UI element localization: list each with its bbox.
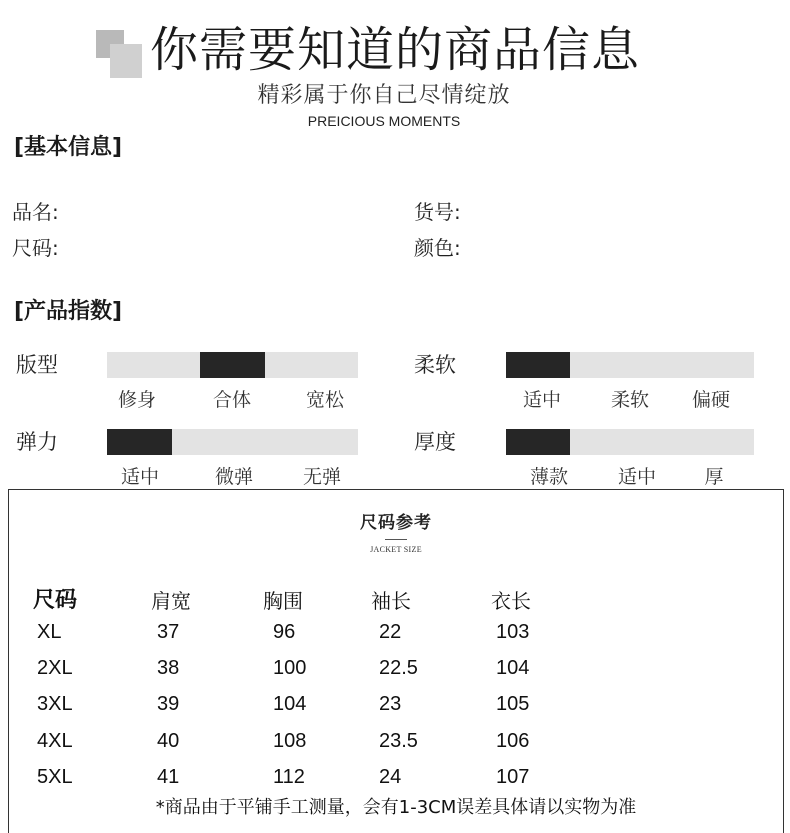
index-tick-thickness-1: 薄款: [529, 466, 569, 488]
index-tick-thickness-2: 适中: [617, 466, 657, 488]
size-table-cell: 38: [157, 657, 180, 679]
size-chart-title: 尺码参考: [360, 513, 432, 533]
index-tick-thickness-3: 厚: [704, 466, 724, 488]
size-table-cell: 40: [157, 730, 180, 752]
size-table-cell: 39: [157, 693, 180, 715]
size-chart-card: [8, 489, 784, 833]
size-table-cell: 112: [273, 766, 305, 788]
index-bar-softness-marker: [506, 352, 570, 378]
size-table-cell: XL: [37, 621, 62, 643]
size-table-cell: 23: [379, 693, 402, 715]
index-bar-softness: [506, 352, 754, 378]
basic-info-heading: [基本信息]: [14, 135, 123, 160]
size-table-cell: 104: [496, 657, 530, 679]
size-table-cell: 37: [157, 621, 180, 643]
size-table-cell: 22: [379, 621, 402, 643]
size-table-header-chest: 胸围: [263, 589, 303, 613]
size-table-cell: 3XL: [37, 693, 73, 715]
page-title: 你需要知道的商品信息: [150, 22, 641, 78]
index-bar-elasticity: [107, 429, 358, 455]
index-bar-thickness-marker: [506, 429, 570, 455]
field-item-number: 货号:: [414, 200, 461, 224]
size-table-header-sleeve: 袖长: [371, 589, 411, 613]
size-table-header-size: 尺码: [33, 588, 78, 613]
size-table-header-shoulder: 肩宽: [151, 589, 191, 613]
page-subtitle: 精彩属于你自己尽情绽放: [257, 83, 511, 108]
size-chart-divider: [385, 539, 407, 540]
index-label-elasticity: 弹力: [16, 430, 58, 454]
logo-square-front: [110, 44, 142, 78]
field-color: 颜色:: [414, 236, 461, 260]
index-tick-softness-1: 适中: [522, 389, 562, 411]
size-table-cell: 105: [496, 693, 530, 715]
index-tick-elasticity-1: 适中: [120, 466, 160, 488]
size-table-cell: 22.5: [379, 657, 418, 679]
logo-mark: [96, 30, 142, 78]
index-label-softness: 柔软: [414, 353, 456, 377]
size-table-cell: 5XL: [37, 766, 73, 788]
size-table-cell: 23.5: [379, 730, 418, 752]
field-product-name: 品名:: [12, 200, 59, 224]
index-bar-fit-marker: [200, 352, 265, 378]
index-tick-elasticity-2: 微弹: [214, 466, 254, 488]
index-tick-fit-2: 合体: [212, 389, 252, 411]
field-size: 尺码:: [12, 236, 59, 260]
size-table-cell: 96: [273, 621, 296, 643]
size-table-cell: 108: [273, 730, 307, 752]
page-tagline: PREICIOUS MOMENTS: [307, 113, 461, 129]
index-label-fit: 版型: [16, 353, 58, 377]
index-bar-elasticity-marker: [107, 429, 172, 455]
index-tick-fit-3: 宽松: [305, 389, 345, 411]
size-table-header-length: 衣长: [491, 589, 531, 613]
index-tick-elasticity-3: 无弹: [302, 466, 342, 488]
index-label-thickness: 厚度: [414, 430, 456, 454]
measurement-note: *商品由于平铺手工测量，会有1-3CM误差具体请以实物为准: [155, 797, 637, 818]
index-tick-softness-3: 偏硬: [691, 389, 731, 411]
index-bar-fit: [107, 352, 358, 378]
indices-heading: [产品指数]: [14, 299, 123, 324]
size-table-cell: 41: [157, 766, 180, 788]
index-tick-fit-1: 修身: [117, 389, 157, 411]
size-table-cell: 107: [496, 766, 530, 788]
size-table-cell: 100: [273, 657, 307, 679]
size-table-cell: 2XL: [37, 657, 73, 679]
index-bar-thickness: [506, 429, 754, 455]
size-table-cell: 103: [496, 621, 530, 643]
size-table-cell: 4XL: [37, 730, 73, 752]
size-table-cell: 106: [496, 730, 530, 752]
size-table-cell: 104: [273, 693, 307, 715]
size-chart-subtitle: JACKET SIZE: [370, 545, 422, 554]
size-table-cell: 24: [379, 766, 402, 788]
index-tick-softness-2: 柔软: [610, 389, 650, 411]
